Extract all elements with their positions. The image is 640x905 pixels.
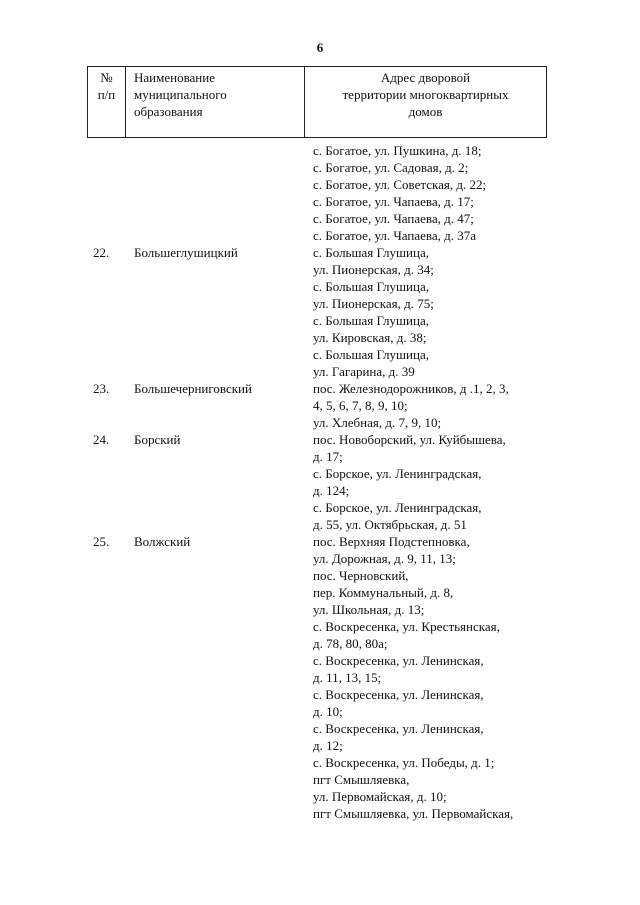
header-col-municipality: [126, 67, 305, 137]
address-line: д. 78, 80, 80а;: [313, 636, 388, 651]
address-line: пгт Смышляевка,: [313, 772, 410, 787]
address-cell: [313, 142, 553, 244]
address-line: д. 10;: [313, 704, 343, 719]
address-line: пос. Верхняя Подстепновка,: [313, 534, 470, 549]
address-line: с. Воскресенка, ул. Победы, д. 1;: [313, 755, 495, 770]
header-text: территории многоквартирных: [342, 87, 509, 102]
address-line: д. 17;: [313, 449, 343, 464]
address-line: с. Воскресенка, ул. Ленинская,: [313, 687, 484, 702]
address-cell: [313, 244, 553, 380]
address-line: пос. Черновский,: [313, 568, 409, 583]
header-text: №: [100, 70, 113, 85]
header-text: образования: [134, 104, 203, 119]
address-cell: [313, 431, 553, 533]
municipality-name: Борский: [134, 432, 181, 447]
address-line: с. Богатое, ул. Советская, д. 22;: [313, 177, 487, 192]
address-line: с. Богатое, ул. Садовая, д. 2;: [313, 160, 469, 175]
address-line: с. Борское, ул. Ленинградская,: [313, 466, 482, 481]
municipality-name: Волжский: [134, 534, 191, 549]
header-text: домов: [408, 104, 443, 119]
header-col-number: [88, 67, 126, 137]
address-line: с. Богатое, ул. Пушкина, д. 18;: [313, 143, 482, 158]
address-line: с. Воскресенка, ул. Крестьянская,: [313, 619, 500, 634]
page-number: 6: [316, 40, 324, 55]
address-line: с. Большая Глушица,: [313, 313, 429, 328]
address-line: с. Воскресенка, ул. Ленинская,: [313, 653, 484, 668]
address-line: пос. Новоборский, ул. Куйбышева,: [313, 432, 506, 447]
address-cell: [313, 380, 553, 431]
address-line: с. Большая Глушица,: [313, 245, 429, 260]
header-col-address: [305, 67, 546, 137]
address-line: ул. Хлебная, д. 7, 9, 10;: [313, 415, 442, 430]
header-text: Наименование: [134, 70, 215, 85]
municipality-name: Большеглушицкий: [134, 245, 238, 260]
address-line: пер. Коммунальный, д. 8,: [313, 585, 454, 600]
address-line: ул. Школьная, д. 13;: [313, 602, 425, 617]
address-line: ул. Дорожная, д. 9, 11, 13;: [313, 551, 456, 566]
row-number: 22.: [93, 245, 110, 260]
address-line: с. Воскресенка, ул. Ленинская,: [313, 721, 484, 736]
address-line: ул. Кировская, д. 38;: [313, 330, 427, 345]
row-number: 25.: [93, 534, 110, 549]
address-line: пос. Железнодорожников, д .1, 2, 3,: [313, 381, 509, 396]
row-number: 24.: [93, 432, 110, 447]
address-line: д. 124;: [313, 483, 350, 498]
header-text: Адрес дворовой: [380, 70, 471, 85]
row-number: 23.: [93, 381, 110, 396]
address-line: д. 55, ул. Октябрьская, д. 51: [313, 517, 467, 532]
address-line: ул. Гагарина, д. 39: [313, 364, 415, 379]
table-header: [87, 66, 547, 138]
address-line: с. Большая Глушица,: [313, 347, 429, 362]
header-text: п/п: [97, 87, 116, 102]
header-text: муниципального: [134, 87, 227, 102]
address-line: д. 11, 13, 15;: [313, 670, 382, 685]
address-line: с. Богатое, ул. Чапаева, д. 17;: [313, 194, 474, 209]
address-line: ул. Первомайская, д. 10;: [313, 789, 447, 804]
address-line: д. 12;: [313, 738, 343, 753]
address-line: ул. Пионерская, д. 75;: [313, 296, 434, 311]
address-line: с. Большая Глушица,: [313, 279, 429, 294]
address-cell: [313, 533, 553, 822]
address-line: 4, 5, 6, 7, 8, 9, 10;: [313, 398, 408, 413]
address-line: пгт Смышляевка, ул. Первомайская,: [313, 806, 514, 821]
address-line: ул. Пионерская, д. 34;: [313, 262, 434, 277]
address-line: с. Борское, ул. Ленинградская,: [313, 500, 482, 515]
municipality-name: Большечерниговский: [134, 381, 252, 396]
address-line: с. Богатое, ул. Чапаева, д. 47;: [313, 211, 474, 226]
address-line: с. Богатое, ул. Чапаева, д. 37а: [313, 228, 477, 243]
